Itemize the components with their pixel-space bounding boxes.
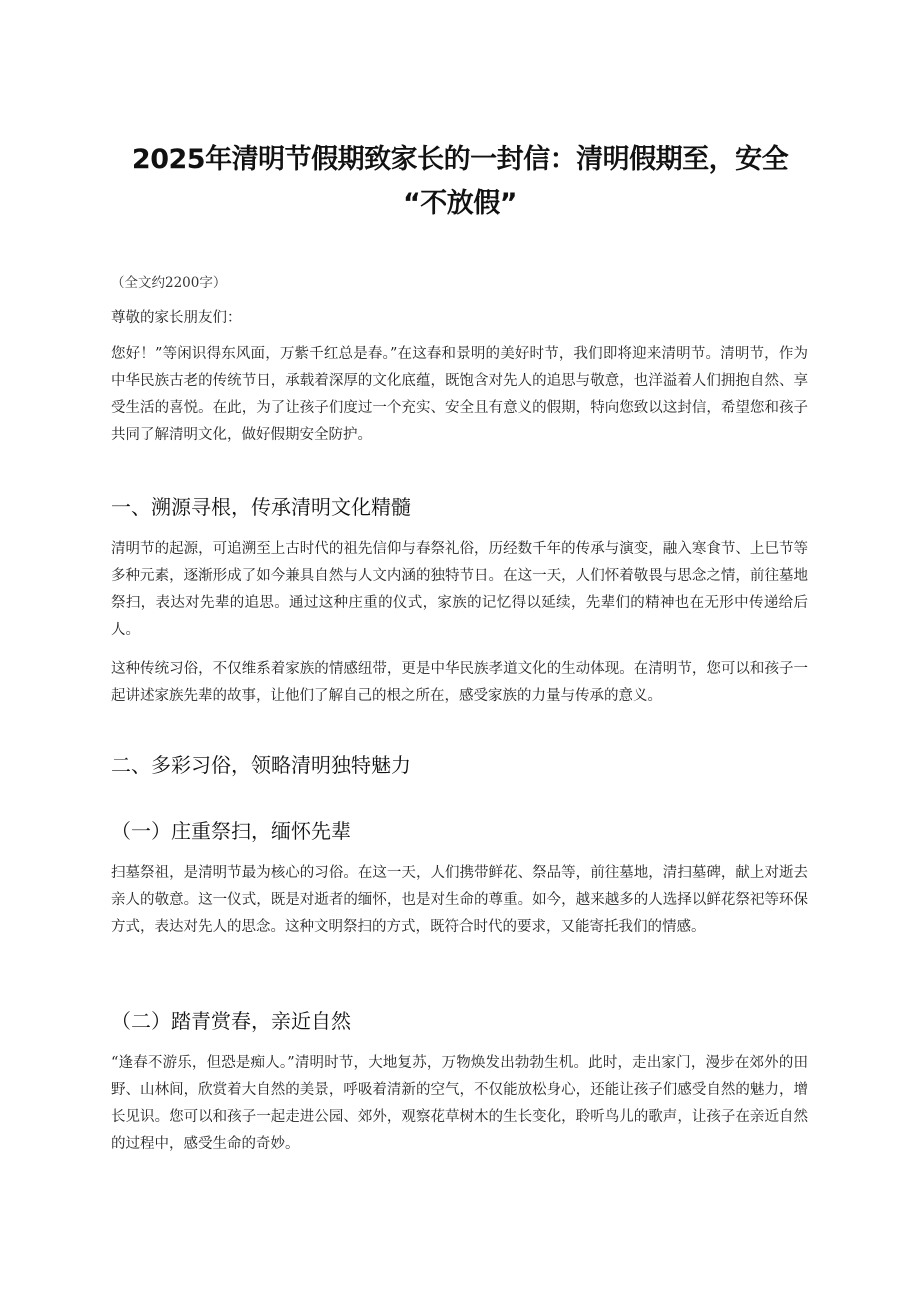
intro-paragraph: 您好！”等闲识得东风面，万紫千红总是春。”在这春和景明的美好时节，我们即将迎来清明节。清明节，作为中华民族古老的传统节日，承载着深厚的文化底蕴，既饱含对先人的追思与敬意，也洋溢着人们拥抱自然、享受生活的喜悦。在此，为了让孩子们度过一个充实、安全且有意义的假期，特向您致以这封信，希望您和孩子共同了解清明文化，做好假期安全防护。 bbox=[111, 346, 808, 443]
section1-heading: 一、溯源寻根，传承清明文化精髓 bbox=[111, 495, 411, 519]
section2-heading: 二、多彩习俗，领略清明独特魅力 bbox=[111, 753, 411, 777]
document-title bbox=[100, 138, 820, 226]
title-line-2: “不放假” bbox=[403, 188, 517, 219]
title-line-1: 2025年清明节假期致家长的一封信：清明假期至，安全 bbox=[131, 144, 789, 175]
section1-paragraph-1: 清明节的起源，可追溯至上古时代的祖先信仰与春祭礼俗，历经数千年的传承与演变，融入寒食节、上巳节等多种元素，逐渐形成了如今兼具自然与人文内涵的独特节日。在这一天，人们怀着敬畏与思念之情，前往墓地祭扫，表达对先辈的追思。通过这种庄重的仪式，家族的记忆得以延续，先辈们的精神也在无形中传递给后人。 bbox=[111, 541, 808, 638]
section2-sub2-paragraph: “逢春不游乐，但恐是痴人。”清明时节，大地复苏，万物焕发出勃勃生机。此时，走出家门，漫步在郊外的田野、山林间，欣赏着大自然的美景，呼吸着清新的空气，不仅能放松身心，还能让孩子们感受自然的魅力，增长见识。您可以和孩子一起走进公园、郊外，观察花草树木的生长变化，聆听鸟儿的歌声，让孩子在亲近自然的过程中，感受生命的奇妙。 bbox=[111, 1055, 808, 1152]
salutation: 尊敬的家长朋友们： bbox=[111, 310, 242, 326]
word-count-note: （全文约2200字） bbox=[111, 275, 227, 291]
section2-sub1-paragraph: 扫墓祭祖，是清明节最为核心的习俗。在这一天，人们携带鲜花、祭品等，前往墓地，清扫墓碑，献上对逝去亲人的敬意。这一仪式，既是对逝者的缅怀，也是对生命的尊重。如今，越来越多的人选择以鲜花祭祀等环保方式，表达对先人的思念。这种文明祭扫的方式，既符合时代的要求，又能寄托我们的情感。 bbox=[111, 865, 808, 935]
section1-paragraph-2: 这种传统习俗，不仅维系着家族的情感纽带，更是中华民族孝道文化的生动体现。在清明节，您可以和孩子一起讲述家族先辈的故事，让他们了解自己的根之所在，感受家族的力量与传承的意义。 bbox=[111, 661, 808, 704]
section2-sub2-heading: （二）踏青赏春，亲近自然 bbox=[111, 1009, 351, 1033]
section2-sub1-heading: （一）庄重祭扫，缅怀先辈 bbox=[111, 819, 351, 843]
